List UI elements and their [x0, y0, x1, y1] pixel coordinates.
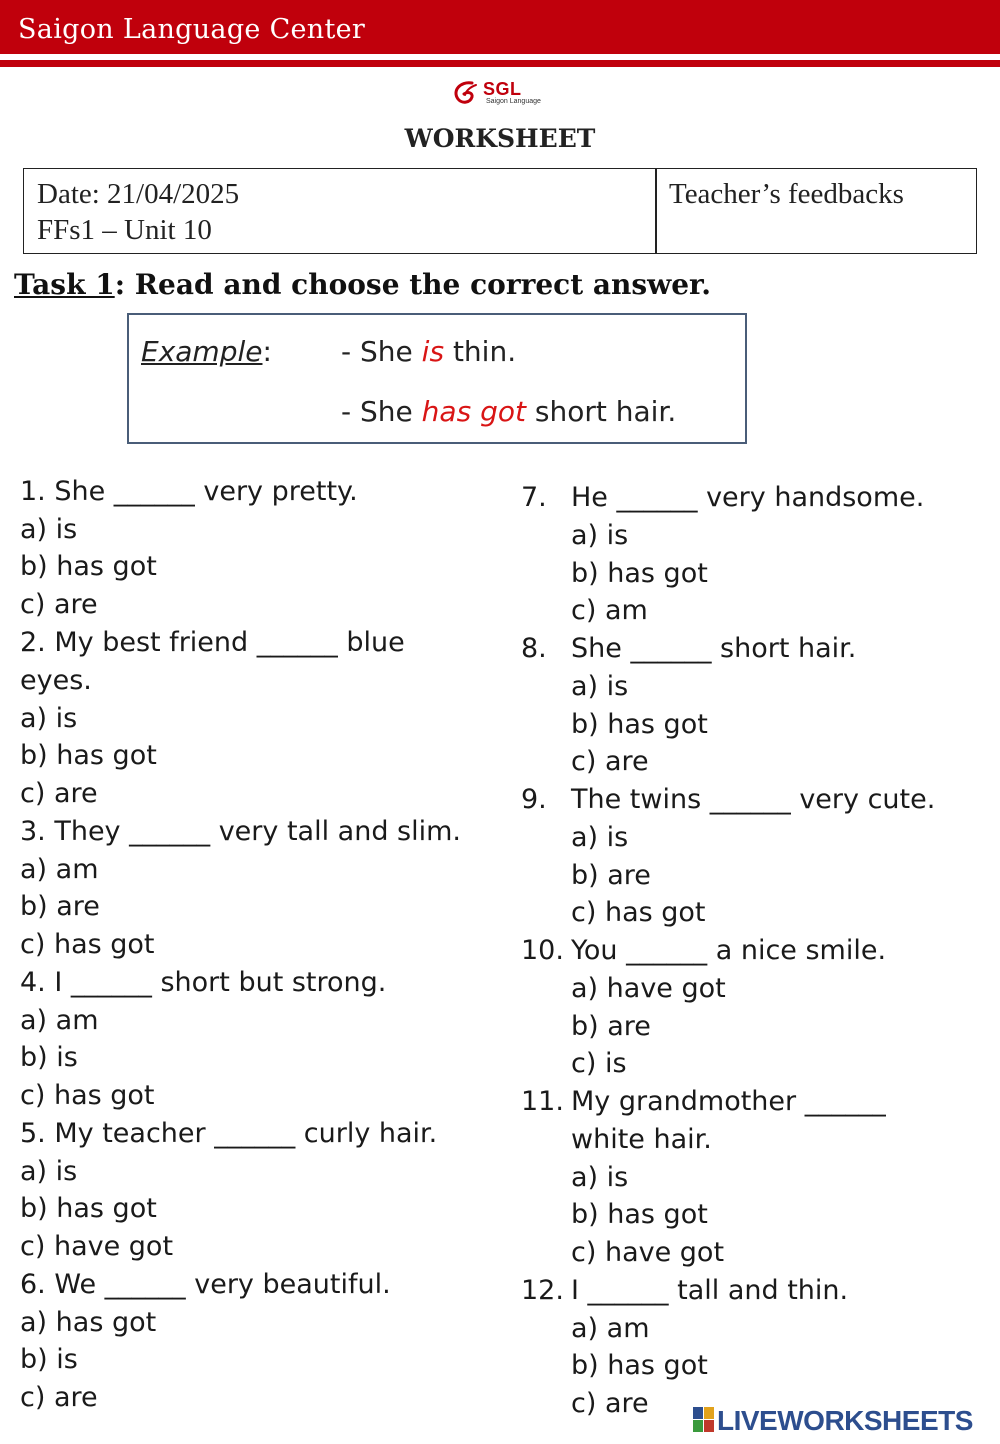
option[interactable]: c) are [20, 589, 98, 620]
example-text: She [360, 335, 422, 368]
info-date: Date: 21/04/2025 [37, 178, 240, 210]
option[interactable]: a) is [571, 822, 629, 853]
question-number: 11. [521, 1086, 564, 1117]
question-number: 12. [521, 1275, 564, 1306]
option[interactable]: a) is [20, 703, 78, 734]
option[interactable]: c) has got [20, 929, 155, 960]
example-text: thin. [444, 335, 517, 368]
center-name: Saigon Language Center [18, 14, 366, 45]
task-label: Task 1 [14, 268, 115, 301]
example-dash: - [341, 395, 361, 428]
header-bar [0, 0, 1000, 54]
example-line [341, 395, 676, 428]
question-6: 6. We ______ very beautiful. [20, 1269, 391, 1300]
question-12: I ______ tall and thin. [571, 1275, 849, 1306]
example-highlight: is [421, 335, 445, 368]
header-rule [0, 60, 1000, 67]
question-10: You ______ a nice smile. [571, 935, 887, 966]
option[interactable]: a) is [20, 514, 78, 545]
example-text: short hair. [525, 395, 677, 428]
option[interactable]: b) has got [571, 558, 708, 589]
example-label-text: Example [141, 335, 263, 368]
question-9: The twins ______ very cute. [571, 784, 936, 815]
option[interactable]: a) is [571, 671, 629, 702]
logo-subtext: Saigon Language [486, 98, 541, 105]
option[interactable]: b) has got [571, 1199, 708, 1230]
option[interactable]: c) has got [571, 897, 706, 928]
option[interactable]: b) are [571, 1011, 651, 1042]
example-line [341, 335, 516, 368]
option[interactable]: a) is [571, 1162, 629, 1193]
info-divider [655, 169, 657, 253]
option[interactable]: b) has got [20, 551, 157, 582]
option[interactable]: c) are [20, 1382, 98, 1413]
question-number: 7. [521, 482, 547, 513]
question-8: She ______ short hair. [571, 633, 857, 664]
example-label [141, 335, 272, 368]
question-3: 3. They ______ very tall and slim. [20, 816, 462, 847]
example-highlight: has got [421, 395, 526, 428]
option[interactable]: b) has got [571, 1350, 708, 1381]
option[interactable]: a) has got [20, 1307, 157, 1338]
option[interactable]: b) has got [20, 740, 157, 771]
option[interactable]: c) have got [20, 1231, 174, 1262]
liveworksheets-logo[interactable] [693, 1405, 993, 1437]
question-5: 5. My teacher ______ curly hair. [20, 1118, 438, 1149]
option[interactable]: b) are [571, 860, 651, 891]
liveworksheets-text: LIVEWORKSHEETS [717, 1405, 973, 1436]
example-dash: - [341, 335, 361, 368]
example-colon: : [262, 335, 272, 368]
option[interactable]: a) am [571, 1313, 650, 1344]
option[interactable]: b) has got [571, 709, 708, 740]
option[interactable]: c) are [20, 778, 98, 809]
question-number: 8. [521, 633, 547, 664]
question-4: 4. I ______ short but strong. [20, 967, 387, 998]
option[interactable]: a) is [571, 520, 629, 551]
sgl-swirl-icon [450, 79, 482, 109]
question-number: 10. [521, 935, 564, 966]
option[interactable]: c) are [571, 746, 649, 777]
option[interactable]: b) is [20, 1042, 78, 1073]
option[interactable]: a) is [20, 1156, 78, 1187]
example-text: She [360, 395, 422, 428]
example-box [127, 313, 747, 444]
logo-text: SGL [483, 79, 522, 99]
option[interactable]: c) is [571, 1048, 627, 1079]
info-unit: FFs1 – Unit 10 [37, 214, 212, 246]
teacher-feedback-label: Teacher’s feedbacks [669, 178, 904, 210]
question-11: My grandmother ______ [571, 1086, 886, 1117]
option[interactable]: c) are [571, 1388, 649, 1419]
worksheet-title: WORKSHEET [404, 124, 596, 153]
info-table [23, 168, 977, 254]
option[interactable]: c) have got [571, 1237, 725, 1268]
option[interactable]: a) am [20, 1005, 99, 1036]
option[interactable]: a) have got [571, 973, 726, 1004]
question-1: 1. She ______ very pretty. [20, 476, 358, 507]
option[interactable]: b) is [20, 1344, 78, 1375]
question-7: He ______ very handsome. [571, 482, 925, 513]
question-number: 9. [521, 784, 547, 815]
sgl-logo [450, 79, 550, 109]
option[interactable]: b) are [20, 891, 100, 922]
option[interactable]: c) has got [20, 1080, 155, 1111]
option[interactable]: c) am [571, 595, 648, 626]
task-title [14, 268, 711, 301]
question-2-cont: eyes. [20, 665, 92, 696]
question-2: 2. My best friend ______ blue [20, 627, 405, 658]
question-11-cont: white hair. [571, 1124, 712, 1155]
liveworksheets-mark-icon [693, 1407, 715, 1433]
task-instruction: : Read and choose the correct answer. [114, 268, 711, 301]
option[interactable]: b) has got [20, 1193, 157, 1224]
option[interactable]: a) am [20, 854, 99, 885]
